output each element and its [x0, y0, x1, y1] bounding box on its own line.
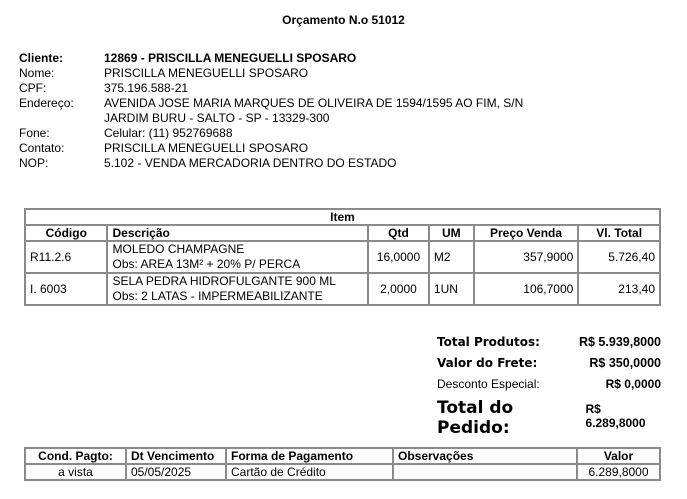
fone-label: Fone: — [19, 126, 50, 140]
payment-header-row — [25, 448, 660, 464]
items-caption: Item — [25, 209, 660, 225]
header-preco-venda: Preço Venda — [474, 225, 579, 241]
nome-label: Nome: — [19, 66, 55, 80]
page-title: Orçamento N.o 51012 — [282, 13, 405, 27]
cell-forma-pagamento: Cartão de Crédito — [226, 464, 393, 480]
cell-qtd: 2,0000 — [368, 273, 429, 305]
cell-codigo: I. 6003 — [25, 273, 107, 305]
valor-frete-label: Valor do Frete: — [437, 356, 538, 370]
client-row-endereco — [19, 96, 523, 111]
cpf-label: CPF: — [19, 81, 47, 95]
total-pedido-label: Total do Pedido: — [437, 398, 514, 438]
client-row-cpf — [19, 81, 523, 96]
cell-descricao — [107, 273, 368, 305]
client-row-endereco-2 — [19, 111, 523, 126]
endereco-line1: AVENIDA JOSE MARIA MARQUES DE OLIVEIRA DE 1594/1595 AO FIM, S/N — [104, 96, 524, 110]
nome-value: PRISCILLA MENEGUELLI SPOSARO — [104, 66, 309, 80]
header-observacoes: Observações — [393, 448, 577, 464]
items-table — [24, 208, 661, 306]
desconto-row — [437, 377, 661, 398]
header-qtd: Qtd — [368, 225, 429, 241]
totals-summary — [437, 335, 661, 438]
cell-preco-venda: 106,7000 — [474, 273, 579, 305]
desconto-label: Desconto Especial: — [437, 377, 540, 391]
table-row — [25, 464, 660, 480]
cell-valor: 6.289,8000 — [577, 464, 660, 480]
item-obs: Obs: AREA 13M² + 20% P/ PERCA — [112, 257, 301, 271]
cell-observacoes — [393, 464, 577, 480]
cell-vl-total: 213,40 — [578, 273, 660, 305]
items-caption-row — [25, 209, 660, 225]
contato-label: Contato: — [19, 141, 65, 155]
cell-um: 1UN — [429, 273, 474, 305]
total-produtos-value: R$ 5.939,8000 — [578, 335, 661, 349]
cliente-value: 12869 - PRISCILLA MENEGUELLI SPOSARO — [104, 51, 357, 65]
cell-dt-vencimento: 05/05/2025 — [126, 464, 226, 480]
cell-cond-pagto: a vista — [25, 464, 126, 480]
client-row-nop — [19, 156, 523, 171]
cell-qtd: 16,0000 — [368, 241, 429, 273]
item-obs: Obs: 2 LATAS - IMPERMEABILIZANTE — [112, 289, 323, 303]
item-description: SELA PEDRA HIDROFULGANTE 900 ML — [112, 274, 336, 288]
table-row — [25, 273, 660, 305]
item-description: MOLEDO CHAMPAGNE — [112, 242, 245, 256]
cpf-value: 375.196.588-21 — [104, 81, 189, 95]
total-produtos-label: Total Produtos: — [437, 335, 540, 349]
client-row-fone — [19, 126, 523, 141]
nop-label: NOP: — [19, 156, 49, 170]
endereco-line2: JARDIM BURU - SALTO - SP - 13329-300 — [104, 111, 330, 125]
client-row-contato — [19, 141, 523, 156]
header-vl-total: Vl. Total — [578, 225, 660, 241]
cell-vl-total: 5.726,40 — [578, 241, 660, 273]
total-produtos-row — [437, 335, 661, 356]
client-info — [19, 51, 523, 171]
header-valor: Valor — [577, 448, 660, 464]
cell-um: M2 — [429, 241, 474, 273]
valor-frete-row — [437, 356, 661, 377]
header-descricao: Descrição — [107, 225, 368, 241]
desconto-value: R$ 0,0000 — [605, 377, 661, 391]
header-um: UM — [429, 225, 474, 241]
header-codigo: Código — [25, 225, 107, 241]
cell-codigo: R11.2.6 — [25, 241, 107, 273]
header-dt-vencimento: Dt Vencimento — [126, 448, 226, 464]
client-row-cliente — [19, 51, 523, 66]
header-cond-pagto: Cond. Pagto: — [25, 448, 126, 464]
table-row — [25, 241, 660, 273]
total-pedido-value: R$ 6.289,8000 — [585, 402, 646, 430]
valor-frete-value: R$ 350,0000 — [589, 356, 661, 370]
client-row-nome — [19, 66, 523, 81]
endereco-label: Endereço: — [19, 96, 74, 110]
cliente-label: Cliente: — [19, 51, 64, 65]
fone-value: Celular: (11) 952769688 — [104, 126, 233, 140]
total-pedido-row — [437, 398, 661, 438]
contato-value: PRISCILLA MENEGUELLI SPOSARO — [104, 141, 309, 155]
cell-descricao — [107, 241, 368, 273]
items-header-row — [25, 225, 660, 241]
nop-value: 5.102 - VENDA MERCADORIA DENTRO DO ESTADO — [104, 156, 397, 170]
payment-table — [24, 447, 661, 481]
header-forma-pagamento: Forma de Pagamento — [226, 448, 393, 464]
cell-preco-venda: 357,9000 — [474, 241, 579, 273]
